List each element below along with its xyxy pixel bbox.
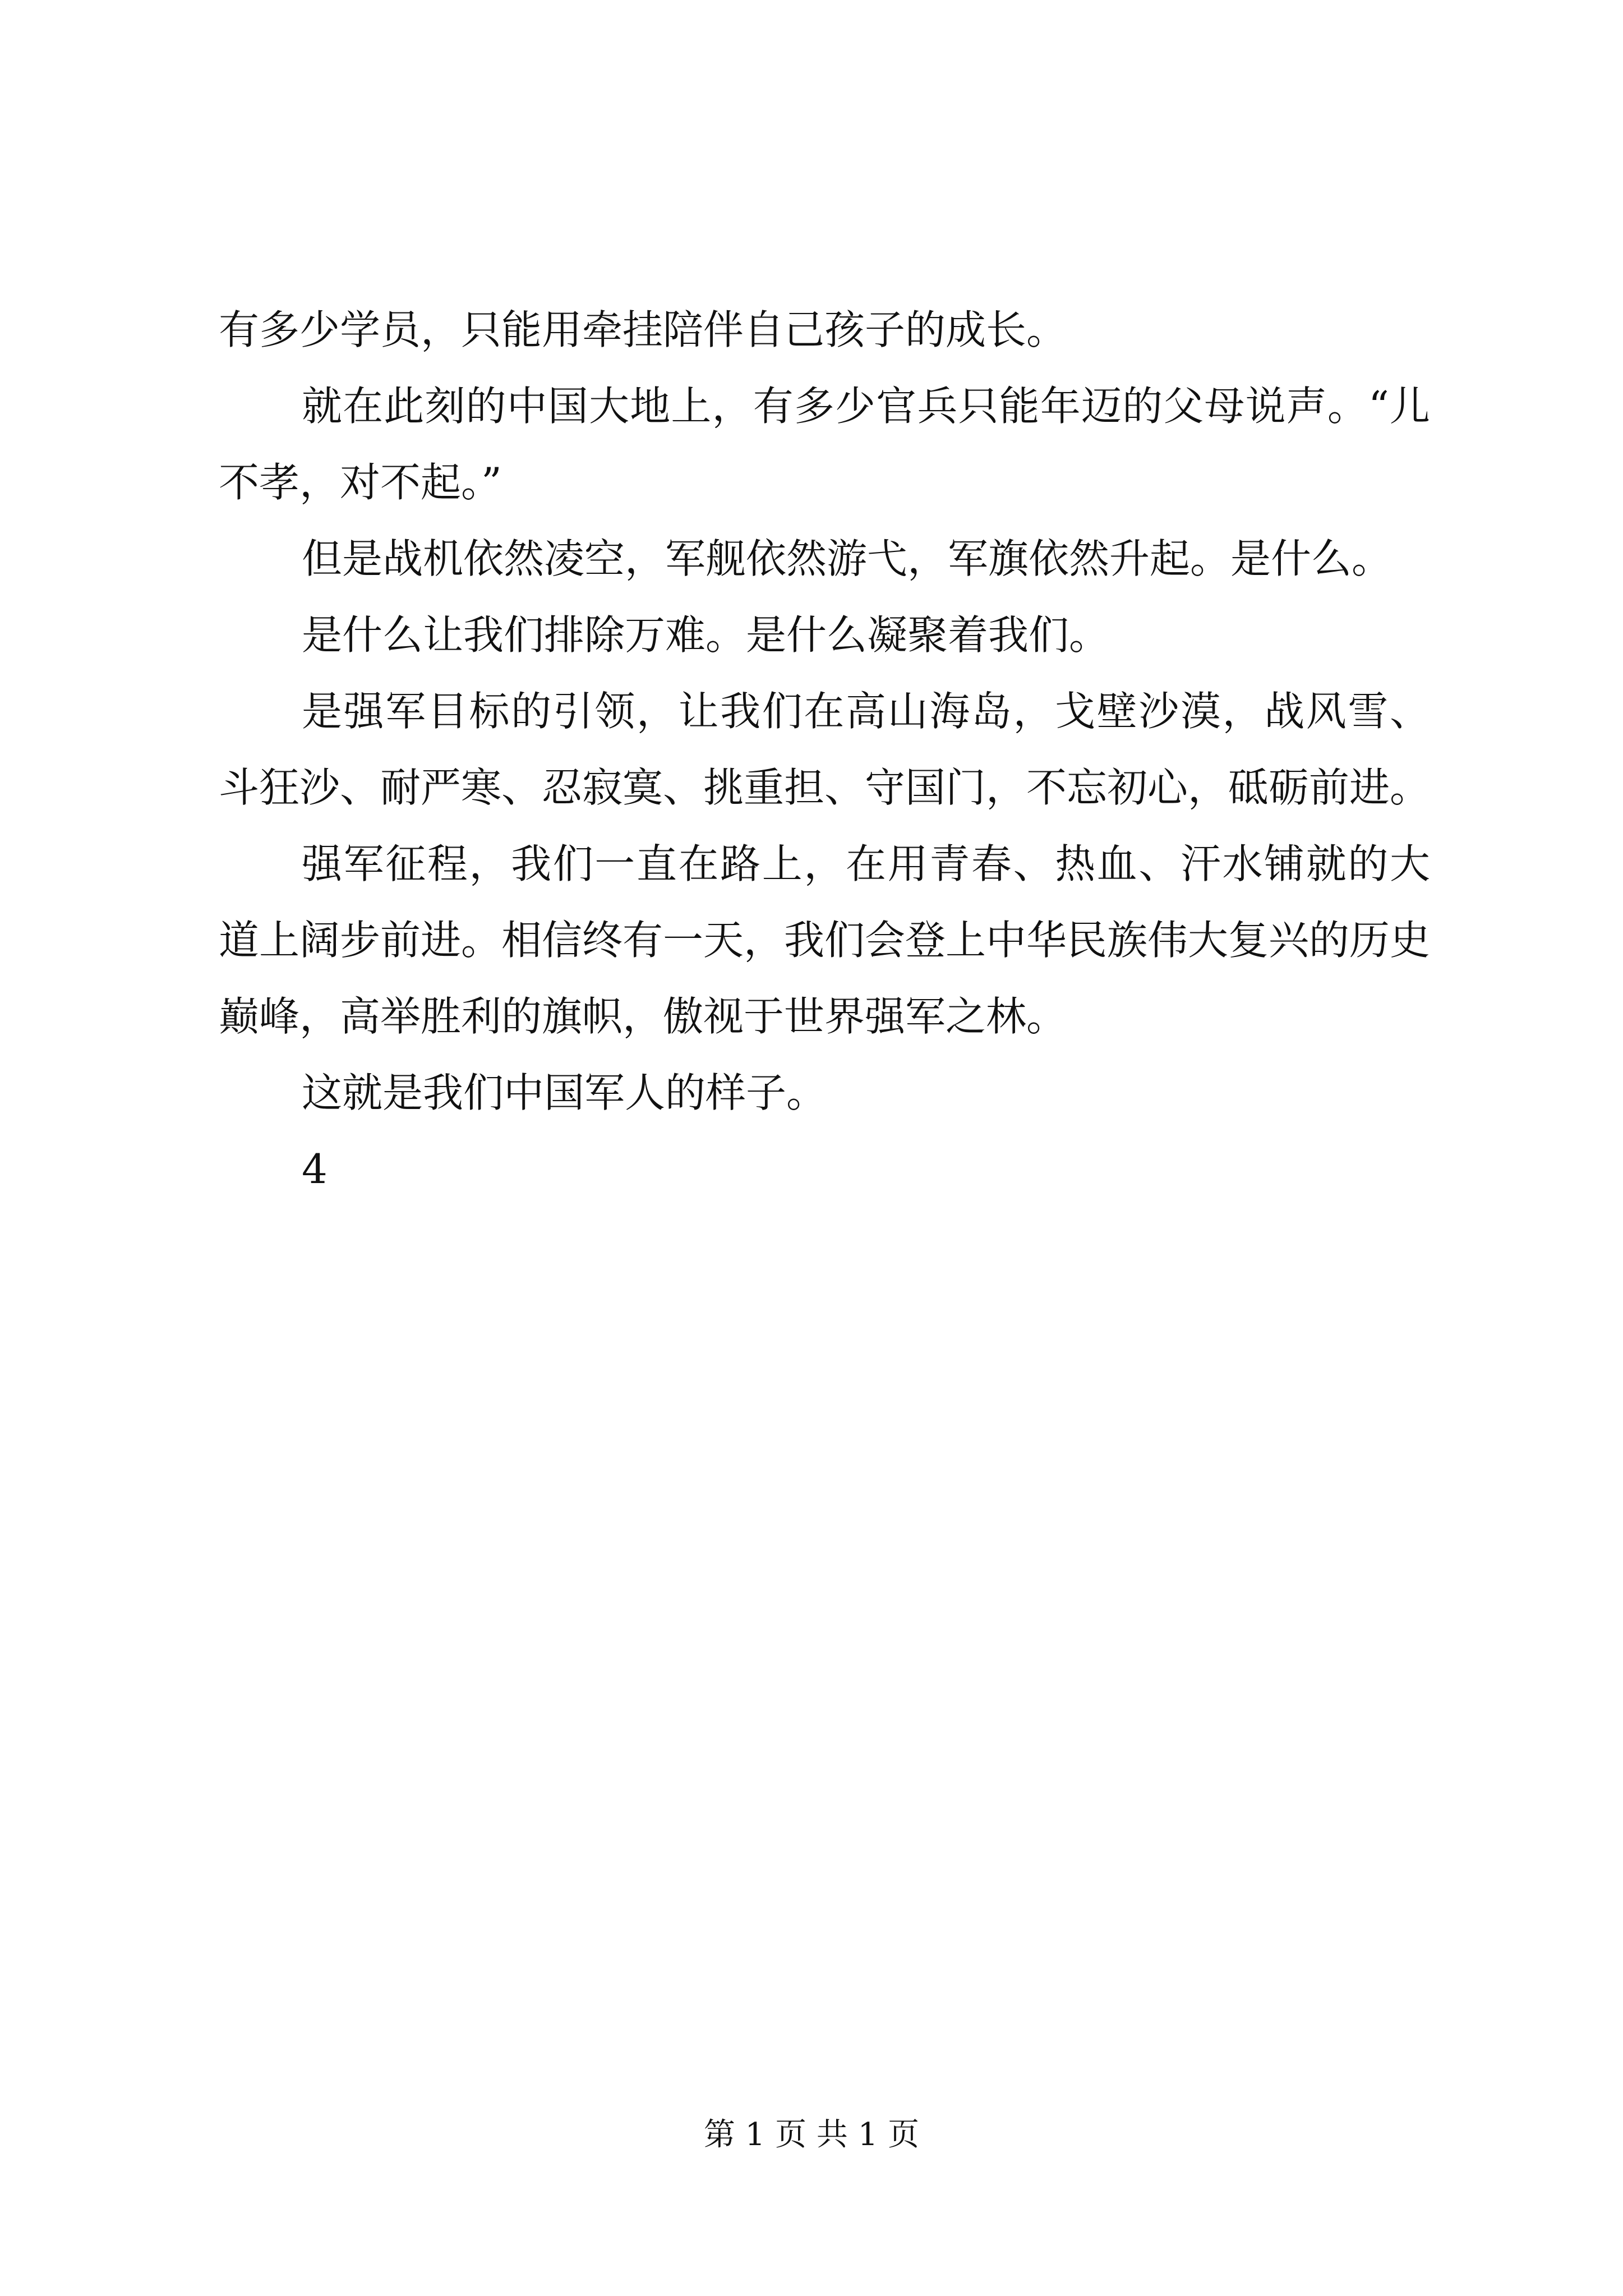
paragraph-1: 有多少学员，只能用牵挂陪伴自己孩子的成长。 xyxy=(219,306,1067,353)
page-footer: 第 1 页 共 1 页 xyxy=(703,2116,920,2153)
paragraph-6: 强军征程，我们一直在路上，在用青春、热血、汗水铺就的大道上阔步前进。相信终有一天，我们会登上中华民族伟大复兴的历史巅峰，高举胜利的旗帜，傲视于世界强军之林。 xyxy=(219,840,1431,1040)
paragraph-7: 这就是我们中国军人的样子。 xyxy=(302,1069,827,1116)
paragraph-8: 4 xyxy=(302,1145,328,1193)
paragraph-2: 就在此刻的中国大地上，有多少官兵只能年迈的父母说声。“儿不孝，对不起。” xyxy=(219,383,1430,506)
paragraph-4: 是什么让我们排除万难。是什么凝聚着我们。 xyxy=(302,611,1110,659)
paragraph-3: 但是战机依然凌空，军舰依然游弋，军旗依然升起。是什么。 xyxy=(302,535,1393,582)
paragraph-5: 是强军目标的引领，让我们在高山海岛，戈壁沙漠，战风雪、斗狂沙、耐严寒、忍寂寞、挑重担、守国门，不忘初心，砥砺前进。 xyxy=(219,688,1431,811)
body-text xyxy=(219,292,1430,1207)
